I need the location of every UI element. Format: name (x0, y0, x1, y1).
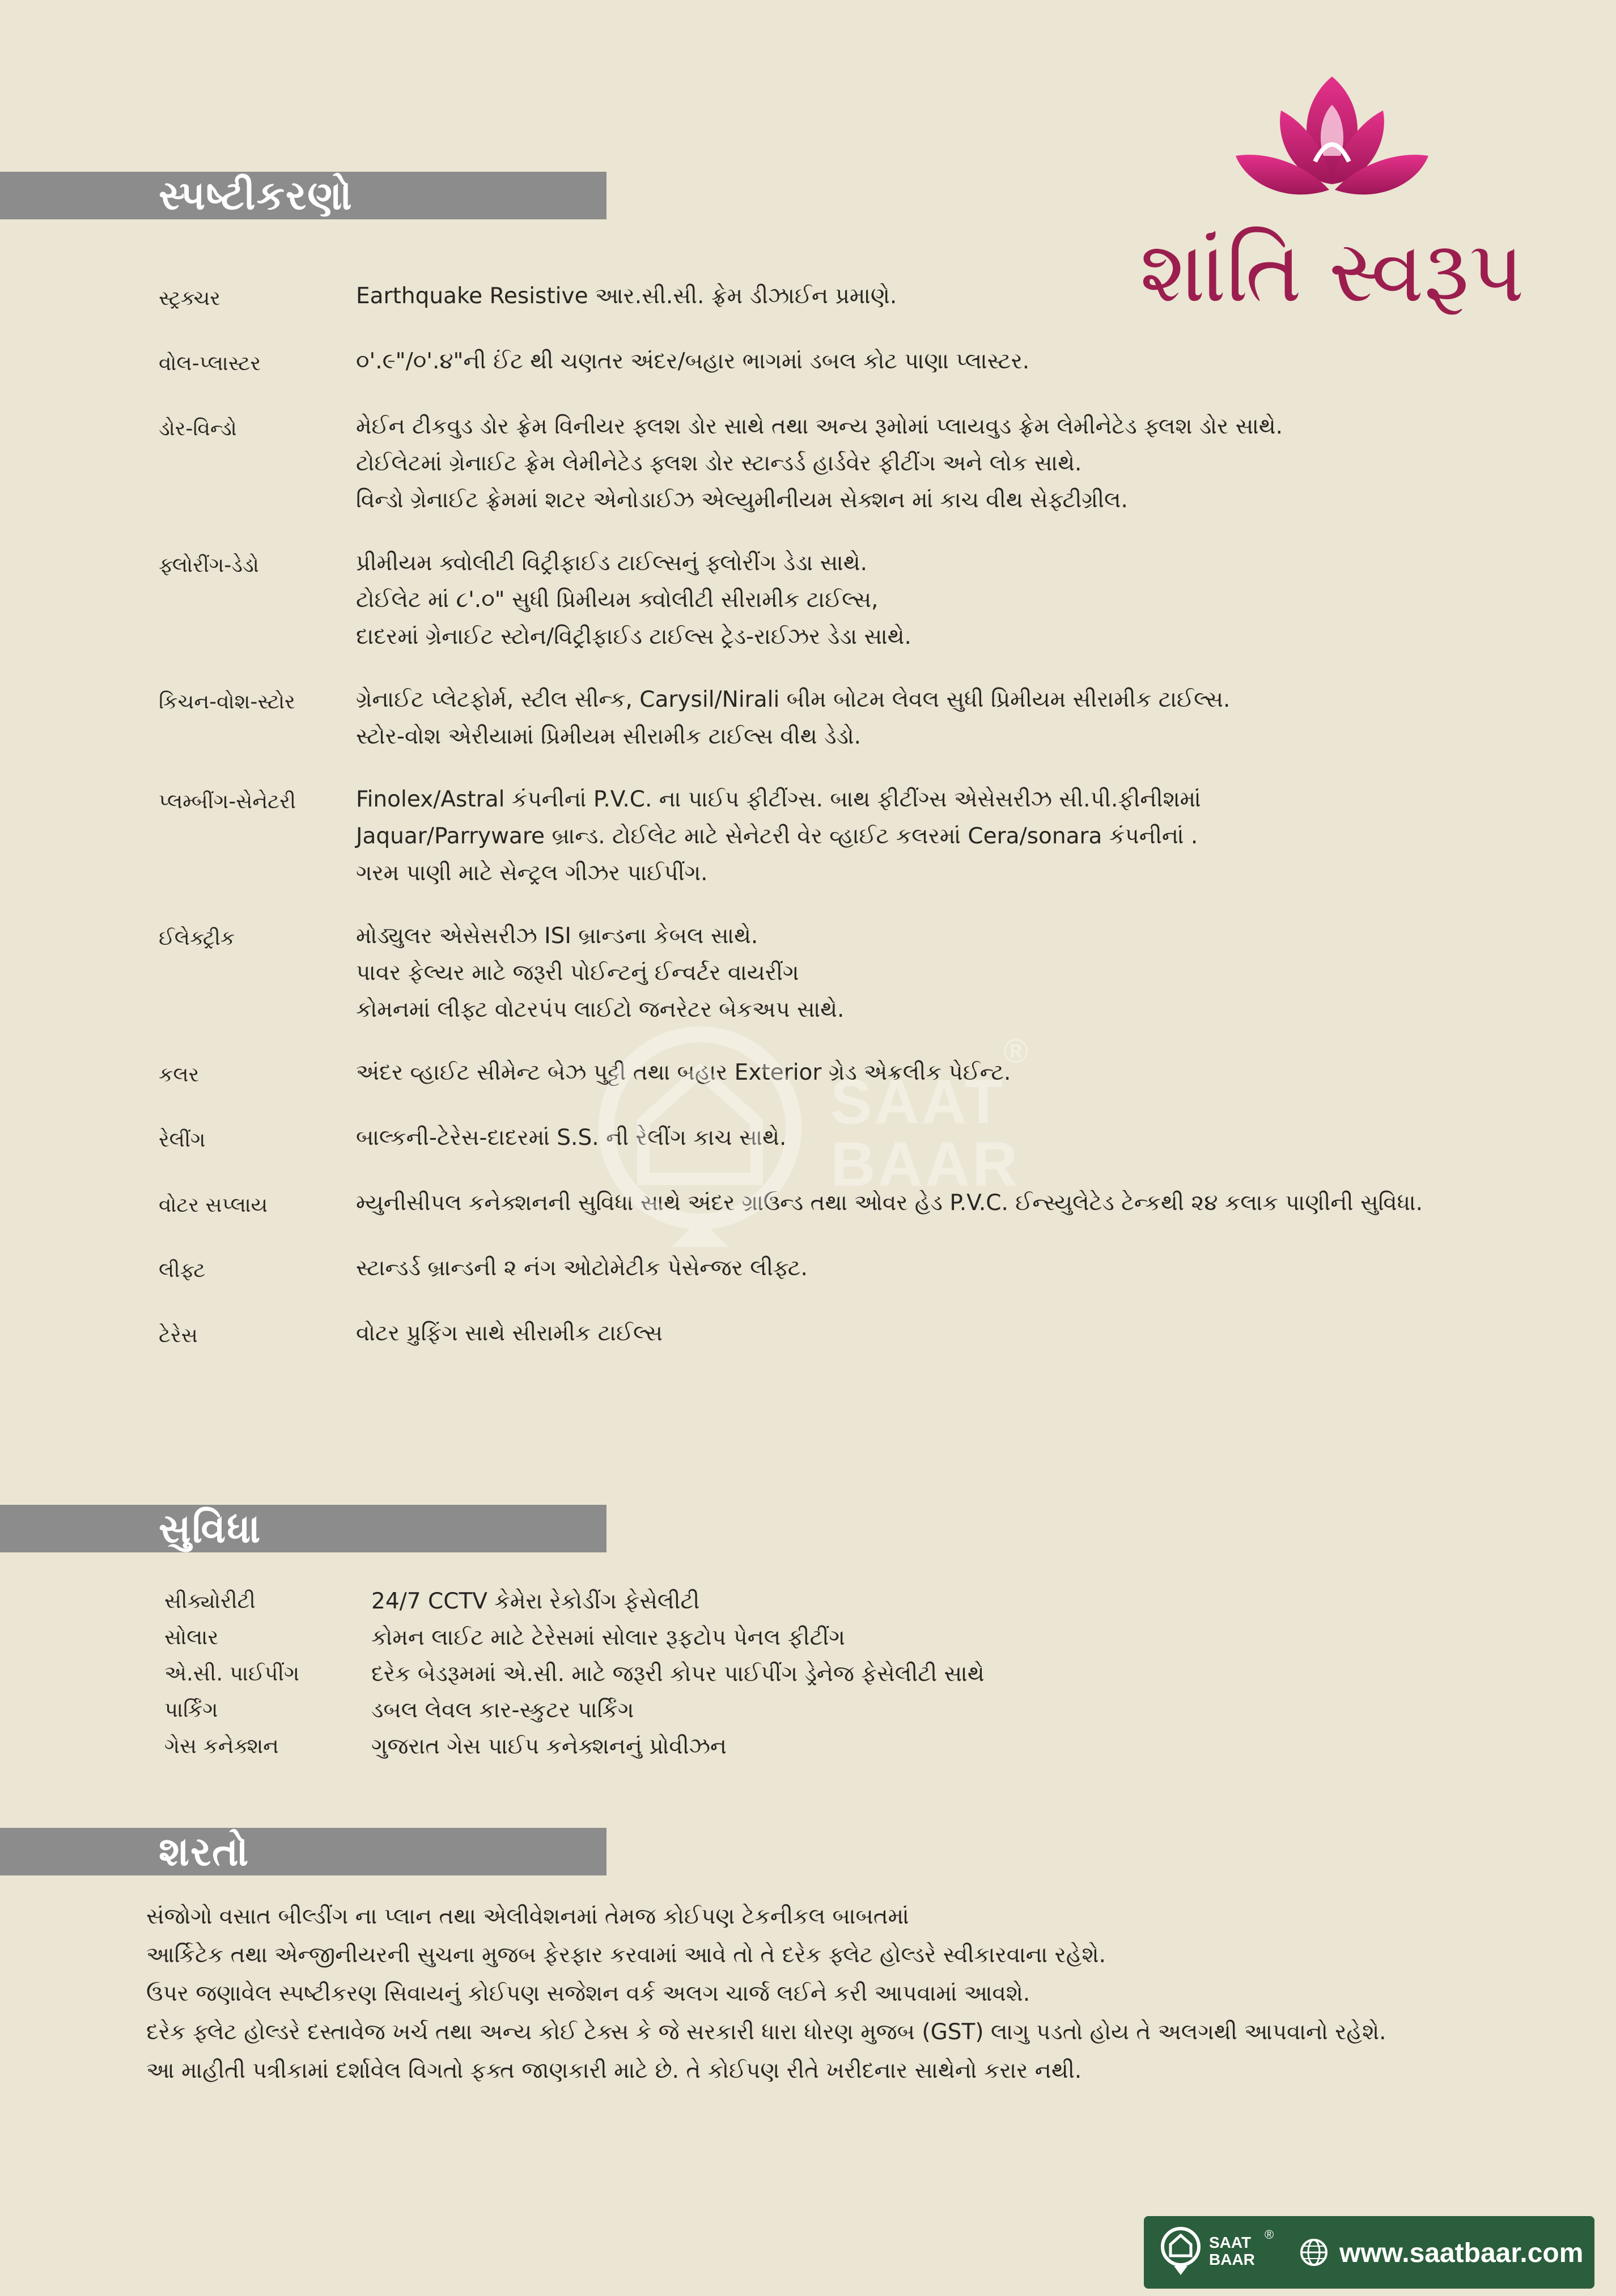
watermark-line1: SAAT (830, 1067, 1005, 1137)
amenity-description: કોમન લાઈટ માટે ટેરેસમાં સોલાર રૂફટોપ પેનલ ફીટીંગ (371, 1624, 845, 1650)
globe-icon (1298, 2236, 1330, 2268)
footer-brand-line1: SAAT (1209, 2234, 1252, 2251)
term-line: આર્કિટેક તથા એન્જીનીયરની સુચના મુજબ ફેરફાર કરવામાં આવે તો તે દરેક ફ્લેટ હોલ્ડરે સ્વીકારવાના રહેશે. (146, 1942, 1106, 1968)
spec-label: પ્લમ્બીંગ-સેનેટરી (159, 790, 296, 813)
terms-list (146, 1898, 1518, 2090)
amenities-list (164, 1583, 1468, 1764)
spec-label: વોટર સપ્લાય (159, 1194, 268, 1217)
spec-line: દાદરમાં ગ્રેનાઈટ સ્ટોન/વિટ્રીફાઈડ ટાઈલ્સ ટ્રેડ-રાઈઝર ડેડા સાથે. (356, 624, 911, 650)
footer-reg: ® (1265, 2227, 1274, 2242)
term-line: સંજોગો વસાત બીલ્ડીંગ ના પ્લાન તથા એલીવેશનમાં તેમજ કોઈપણ ટેકનીકલ બાબતમાં (146, 1904, 909, 1929)
spec-line: ગરમ પાણી માટે સેન્ટ્રલ ગીઝર પાઈપીંગ. (356, 860, 708, 886)
spec-line: ટોઈલેટ માં ૮'.૦" સુધી પ્રિમીયમ ક્વોલીટી સીરામીક ટાઈલ્સ, (356, 587, 879, 613)
spec-description (356, 408, 1530, 519)
spec-label: વોલ-પ્લાસ્ટર (159, 352, 261, 375)
saatbaar-logo-icon (1158, 2224, 1203, 2281)
watermark-line2: BAAR (830, 1130, 1020, 1199)
specs-heading: સ્પષ્ટીકરણો (0, 172, 606, 219)
logo-title: શાંતિ સ્વરૂપ (1139, 223, 1525, 321)
spec-line: Earthquake Resistive આર.સી.સી. ફ્રેમ ડીઝાઈન પ્રમાણે. (356, 283, 897, 309)
footer-brand (1209, 2234, 1255, 2268)
spec-row (159, 918, 1530, 1028)
spec-line: વિન્ડો ગ્રેનાઈટ ફ્રેમમાં શટર એનોડાઈઝ એલ્યુમીનીયમ સેક્શન માં કાચ વીથ સેફ્ટીગ્રીલ. (356, 487, 1128, 513)
amenity-label: પાર્કિંગ (164, 1697, 218, 1722)
spec-line: પાવર ફેલ્યર માટે જરૂરી પોઈન્ટનું ઈન્વર્ટર વાયરીંગ (356, 960, 799, 986)
spec-label: ટેરેસ (159, 1324, 198, 1347)
spec-row (159, 1315, 1530, 1354)
watermark (587, 1020, 1051, 1258)
spec-line: ગ્રેનાઈટ પ્લેટફોર્મ, સ્ટીલ સીન્ક, Carysil/Nirali બીમ બોટમ લેવલ સુધી પ્રિમીયમ સીરામીક ટાઈલ્સ. (356, 687, 1231, 712)
spec-description (356, 278, 1530, 317)
amenity-label: ગેસ કનેક્શન (164, 1734, 279, 1758)
spec-description (356, 681, 1530, 755)
term-line: દરેક ફ્લેટ હોલ્ડરે દસ્તાવેજ ખર્ચ તથા અન્ય કોઈ ટેક્સ કે જે સરકારી ધારા ધોરણ મુજબ (GST) લાગુ પડતો હોય તે અલગથી આપવાનો રહેશે. (146, 2019, 1386, 2045)
spec-line: ૦'.૯"/૦'.૪"ની ઈંટ થી ચણતર અંદર/બહાર ભાગમાં ડબલ કોટ પાણા પ્લાસ્ટર. (356, 349, 1030, 374)
spec-row (159, 681, 1530, 755)
amenity-row (164, 1583, 1468, 1619)
spec-label: કલર (159, 1063, 200, 1087)
spec-row (159, 545, 1530, 655)
term-line: આ માહીતી પત્રીકામાં દર્શાવેલ વિગતો ફક્ત જાણકારી માટે છે. તે કોઈપણ રીતે ખરીદનાર સાથેનો કરાર નથી. (146, 2058, 1082, 2083)
amenity-description: ડબલ લેવલ કાર-સ્કુટર પાર્કિંગ (371, 1697, 634, 1723)
spec-row (159, 278, 1530, 317)
spec-line: પ્રીમીયમ ક્વોલીટી વિટ્રીફાઈડ ટાઈલ્સનું ફ્લોરીંગ ડેડા સાથે. (356, 550, 868, 576)
spec-line: Finolex/Astral કંપનીનાં P.V.C. ના પાઈપ ફીટીંગ્સ. બાથ ફીટીંગ્સ એસેસરીઝ સી.પી.ફીનીશમાં (356, 787, 1201, 812)
amenity-description: દરેક બેડરૂમમાં એ.સી. માટે જરૂરી કોપર પાઈપીંગ ડ્રેનેજ ફેસેલીટી સાથે (371, 1661, 985, 1687)
spec-description (356, 918, 1530, 1028)
spec-label: ડોર-વિન્ડો (159, 417, 237, 440)
terms-heading: શરતો (0, 1828, 606, 1875)
amenities-heading: સુવિધા (0, 1505, 606, 1552)
spec-label: ઈલેક્ટ્રીક (159, 927, 235, 950)
spec-label: ફ્લોરીંગ-ડેડો (159, 554, 259, 577)
spec-description (356, 545, 1530, 655)
spec-row (159, 781, 1530, 892)
spec-line: મ્યુનીસીપલ કનેક્શનની સુવિધા સાથે અંદર ગ્રાઉન્ડ તથા ઓવર હેડ P.V.C. ઈન્સ્યુલેટેડ ટેન્કથી ૨૪ કલાક પાણીની સુવિધા. (356, 1190, 1423, 1216)
amenity-row (164, 1728, 1468, 1764)
spec-line: કોમનમાં લીફ્ટ વોટરપંપ લાઈટો જનરેટર બેકઅપ સાથે. (356, 997, 845, 1022)
amenity-description: ગુજરાત ગેસ પાઈપ કનેક્શનનું પ્રોવીઝન (371, 1733, 727, 1759)
amenity-row (164, 1619, 1468, 1656)
amenity-row (164, 1692, 1468, 1728)
spec-label: કિચન-વોશ-સ્ટોર (159, 690, 295, 714)
spec-description (356, 781, 1530, 892)
spec-line: વોટર પ્રુફિંગ સાથે સીરામીક ટાઈલ્સ (356, 1321, 663, 1346)
spec-line: સ્ટોર-વોશ એરીયામાં પ્રિમીયમ સીરામીક ટાઈલ્સ વીથ ડેડો. (356, 724, 862, 749)
footer-brand-line2: BAAR (1209, 2251, 1255, 2268)
spec-label: રેલીંગ (159, 1128, 206, 1152)
amenity-description: 24/7 CCTV કેમેરા રેકોડીંગ ફેસેલીટી (371, 1588, 700, 1614)
footer-badge[interactable] (1144, 2216, 1594, 2289)
spec-description (356, 1315, 1530, 1354)
spec-line: બાલ્કની-ટેરેસ-દાદરમાં S.S. ની રેલીંગ કાચ સાથે. (356, 1125, 787, 1151)
spec-line: ટોઈલેટમાં ગ્રેનાઈટ ફ્રેમ લેમીનેટેડ ફ્લશ ડોર સ્ટાન્ડર્ડ હાર્ડવેર ફીટીંગ અને લોક સાથે. (356, 451, 1082, 476)
spec-line: સ્ટાન્ડર્ડ બ્રાન્ડની ૨ નંગ ઓટોમેટીક પેસેન્જર લીફ્ટ. (356, 1255, 808, 1281)
spec-label: લીફ્ટ (159, 1259, 206, 1282)
lotus-icon (1230, 71, 1434, 224)
amenity-row (164, 1656, 1468, 1692)
watermark-logo-icon (587, 1020, 813, 1258)
spec-line: Jaquar/Parryware બ્રાન્ડ. ટોઈલેટ માટે સેનેટરી વેર વ્હાઈટ કલરમાં Cera/sonara કંપનીનાં . (356, 824, 1198, 849)
spec-row (159, 408, 1530, 519)
spec-row (159, 343, 1530, 382)
spec-line: મેઈન ટીકવુડ ડોર ફ્રેમ વિનીયર ફ્લશ ડોર સાથે તથા અન્ય રૂમોમાં પ્લાયવુડ ફ્રેમ લેમીનેટેડ ફ્લશ ડોર સાથે. (356, 414, 1283, 439)
spec-label: સ્ટ્રક્ચર (159, 287, 220, 310)
amenity-label: સોલાર (164, 1625, 219, 1649)
footer-url-link[interactable]: www.saatbaar.com (1339, 2238, 1584, 2268)
amenity-label: સીક્યોરીટી (164, 1589, 256, 1613)
watermark-reg: ® (1003, 1032, 1031, 1070)
spec-line: મોડ્યુલર એસેસરીઝ ISI બ્રાન્ડના કેબલ સાથે. (356, 923, 758, 949)
term-line: ઉપર જણાવેલ સ્પષ્ટીકરણ સિવાયનું કોઈપણ સજેશન વર્ક અલગ ચાર્જ લઈને કરી આપવામાં આવશે. (146, 1981, 1030, 2006)
spec-description (356, 343, 1530, 382)
spec-line: અંદર વ્હાઈટ સીમેન્ટ બેઝ પુટ્ટી તથા બહાર Exterior ગ્રેડ એક્રલીક પેઈન્ટ. (356, 1060, 1011, 1085)
amenity-label: એ.સી. પાઈપીંગ (164, 1661, 300, 1686)
